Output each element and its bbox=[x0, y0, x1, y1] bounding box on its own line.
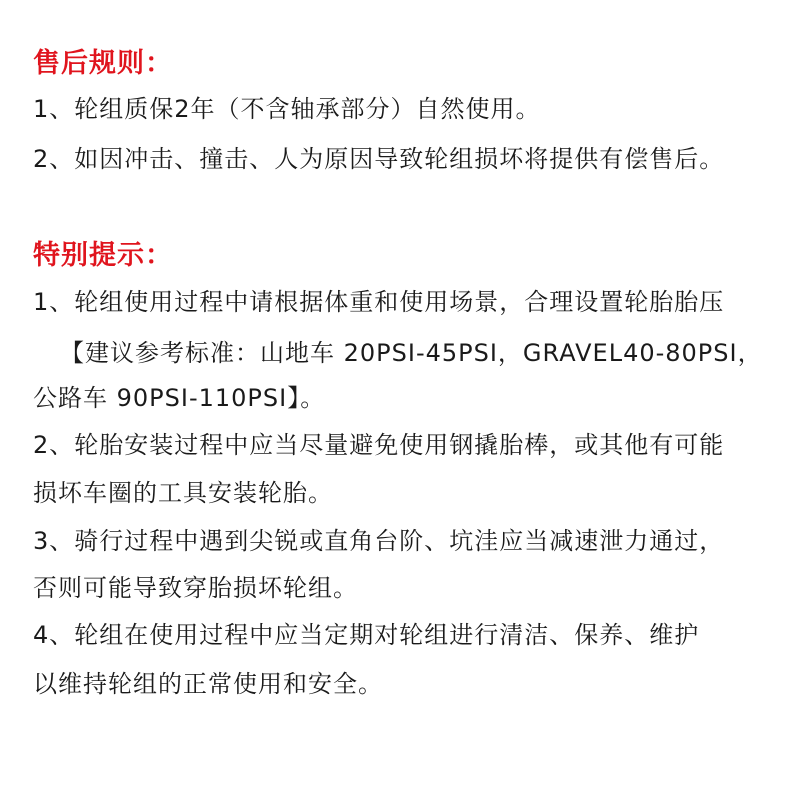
tip-1-line-2: 【建议参考标准：山地车 20PSI-45PSI，GRAVEL40-80PSI， bbox=[60, 339, 763, 367]
tip-3-line-2: 否则可能导致穿胎损坏轮组。 bbox=[33, 574, 358, 602]
tip-3-line-1: 3、骑行过程中遇到尖锐或直角台阶、坑洼应当减速泄力通过， bbox=[33, 527, 725, 555]
tip-4-line-2: 以维持轮组的正常使用和安全。 bbox=[33, 670, 383, 698]
after-sales-item-1: 1、轮组质保2年（不含轴承部分）自然使用。 bbox=[33, 95, 541, 123]
tip-4-line-1: 4、轮组在使用过程中应当定期对轮组进行清洁、保养、维护 bbox=[33, 621, 700, 649]
after-sales-heading: 售后规则： bbox=[33, 48, 173, 79]
tip-1-line-3: 公路车 90PSI-110PSI】。 bbox=[33, 384, 326, 412]
special-tips-heading: 特别提示： bbox=[33, 240, 173, 271]
after-sales-item-2: 2、如因冲击、撞击、人为原因导致轮组损坏将提供有偿售后。 bbox=[33, 145, 725, 173]
tip-2-line-1: 2、轮胎安装过程中应当尽量避免使用钢撬胎棒，或其他有可能 bbox=[33, 431, 725, 459]
tip-2-line-2: 损坏车圈的工具安装轮胎。 bbox=[33, 479, 333, 507]
tip-1-line-1: 1、轮组使用过程中请根据体重和使用场景，合理设置轮胎胎压 bbox=[33, 288, 725, 316]
